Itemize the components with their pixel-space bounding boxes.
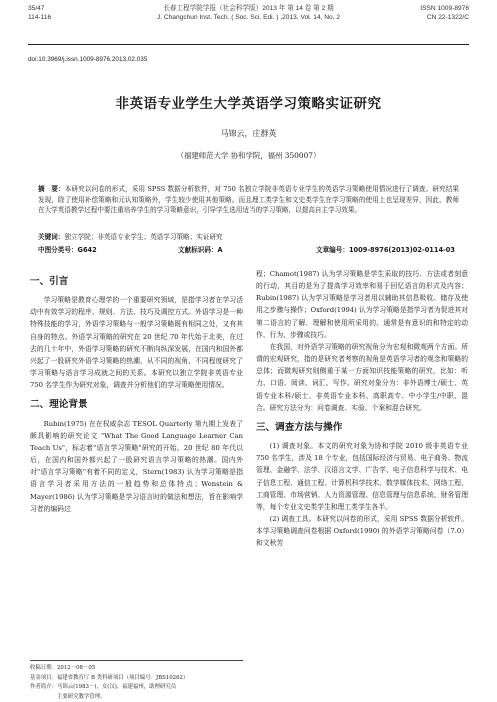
footnote-bio-cont: 主要研究教学管理。 <box>30 693 106 700</box>
paper-title: 非英语专业学生大学英语学习策略实证研究 <box>115 96 382 112</box>
section-title-method: 三、调查方法与操作 <box>256 421 343 433</box>
keywords-label: 关键词： <box>38 233 65 241</box>
method-instrument-paragraph: (2) 调查工具。本研究以问卷的形式，采用 SPSS 数据分析软件。本学习策略调查问卷根据 Oxford(1990) 的外语学习策略问卷（7.0）和文秋芳 <box>256 514 468 548</box>
research-classification-paragraph: 在我国，对外语学习策略的研究视角分为宏观和微观两个方面。所谓的宏观研究，指的是研究者考察的视角是英语学习者的观念和策略的总体；而微观研究则侧重于某一方面知识技能策略的研究，比如：听力、口语、阅读、词汇、写作。研究对象分为：非外语博士/硕士、英语专业本科/硕士、非英语专业本科、高职高专、中小学生/中职、混合。研究方法分为：问卷调查、实验、个案和混合研究。 <box>256 342 468 412</box>
running-header <box>28 4 469 45</box>
authors: 马锦云，庄群英 <box>220 129 277 138</box>
footnote-fund: 基金项目：福建省教育厅 B 类科研项目（项目编号：JBS10262） <box>30 674 189 681</box>
header-cn: CN 22-1322/C <box>426 14 469 21</box>
right-column <box>256 268 468 549</box>
abstract-text: 本研究以问卷的形式，采用 SPSS 数据分析软件，对 750 名独立学院非英语专业学生的英语学习策略使用情况进行了调查。研究结果发现，除了使用补偿策略和元认知策略外，学生较少使用其他策略。而且理工类学生和文史类学生在学习策略的使用上也呈现差异，因此，教师在大学英语教学过程中要注重培养学生的学习策略意识，引导学生选用适当的学习策略，以提高自主学习效果。 <box>38 185 459 215</box>
keywords-text: 独立学院；非英语专业学生；英语学习策略；实证研究 <box>64 233 223 241</box>
theory-paragraph-continued: 程；Chamot(1987) 认为学习策略是学生采取的技巧、方法或者刻意的行动，其目的是为了提高学习效率和易于回忆语言的形式及内容；Rubin(1987) 认为学习策略是学习者用以辅助其信息吸收、储存及使用之步骤与操作；Oxford(1994) 认为学习策略是指学习者为促进其对第二语言的了解、理解和使用所采用的、通常是有意识的和特定的动作、行为、步骤或技巧。 <box>256 270 468 339</box>
header-journal-en: J. Changchun Inst. Tech. ( Soc. Sci. Edi. ) ,2013, Vol. 14, No. 2 <box>156 14 341 21</box>
header-journal-cn: 长春工程学院学报（社会科学版）2013 年 第 14 卷 第 2 期 <box>163 5 334 12</box>
section-title-theory: 二、理论背景 <box>30 399 88 411</box>
theory-paragraph: Rubin(1975) 在在权威杂志 TESOL Quarterly 第九期上发表了颇具影响的研究论文 "What The Good Language Learner Can Teach Us"，标志着"语言学习策略"研究的开始。20 世纪 80 年代以后，在国内和国外都兴起了一股研究语言学习策略的热潮。国内外对"语言学习策略"有着不同的定义，Stern(1983) 认为学习策略是指语言学习者采用方法的一般趋势和总体特点；Wenstein & Mayer(1986) 认为学习策略是学习语言时的做法和想法，旨在影响学习者的编码过 <box>30 419 243 513</box>
header-page-info <box>28 4 108 22</box>
abstract <box>38 184 459 216</box>
header-journal <box>118 4 379 22</box>
clc-number: 中图分类号：G642 <box>38 246 97 254</box>
document-code: 文献标识码：A <box>178 246 223 254</box>
abstract-label: 摘 要： <box>38 185 65 193</box>
intro-paragraph: 学习策略是教育心理学的一个重要研究领域，是指学习者在学习活动中有效学习的程序、规则、方法、技巧及调控方式。外语学习是一种特殊技能的学习，外语学习策略与一般学习策略既有相同之处，又有其自身的特点。外语学习策略的研究在 20 世纪 70 年代始于北美，在过去的几十年中，外语学习策略的研究不断向纵深发展，在国内和国外都兴起了一股研究外语学习策略的热潮，从不同的视角、不同程度研究了学习策略与语言学习成就之间的关系。本研究以独立学院非英语专业 750 名学生作为研究对象，调查并分析他们的学习策略使用情况。 <box>30 296 243 390</box>
method-subjects-paragraph: (1) 调查对象。本文的研究对象为协和学院 2010 级非英语专业 750 名学生，涉及 18 个专业，包括国际经济与贸易、电子商务、物流管理、金融学、法学、汉语言文学、广告学、电子信息科学与技术、电子信息工程、通信工程、计算机科学技术、数学媒体技术、网络工程、工商管理、市场营销、人力资源管理、信息管理与信息系统、财务管理等，每个专业文史类学生和理工类学生各半。 <box>256 442 468 511</box>
article-number: 文章编号：1009-8976(2013)02-0114-03 <box>316 246 455 254</box>
classification-line <box>38 244 469 255</box>
affiliation: （福建师范大学 协和学院，福州 350007） <box>176 151 321 160</box>
header-page-number: 35/47 <box>28 5 45 12</box>
header-issn-block <box>379 4 469 22</box>
header-issn: ISSN 1009-8976 <box>420 5 469 12</box>
footnote-received: 收稿日期：2012－08－05 <box>30 665 96 671</box>
header-page-range: 114-116 <box>28 14 52 21</box>
keywords <box>38 232 459 243</box>
section-title-intro: 一、引言 <box>30 276 69 287</box>
footnote <box>30 660 243 702</box>
footnote-bio: 作者简介：马锦云(1983－)，女(汉)，福建福州，助理研究员 <box>30 684 177 691</box>
doi: doi:10.3969/j.issn.1009-8976.2013.02.035 <box>28 56 148 63</box>
left-column <box>30 268 243 515</box>
